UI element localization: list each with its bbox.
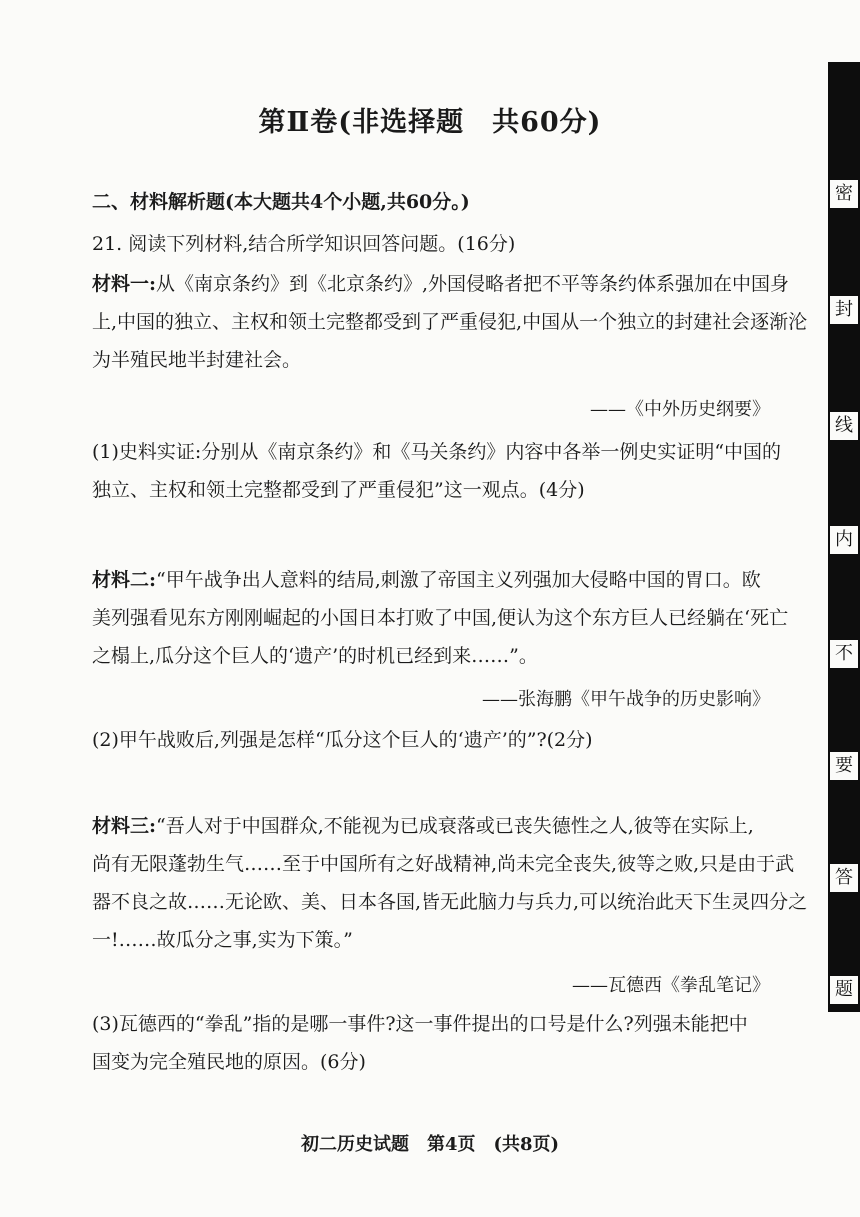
subquestion2: (2)甲午战败后,列强是怎样“瓜分这个巨人的‘遗产’的”?(2分) [92,729,593,751]
material3-label: 材料三: [92,815,157,837]
subquestion3-line2: 国变为完全殖民地的原因。(6分) [92,1051,366,1073]
seal-char: 要 [830,752,858,780]
material2-line3: 之榻上,瓜分这个巨人的‘遗产’的时机已经到来……”。 [92,645,538,667]
subquestion1-line1: (1)史料实证:分别从《南京条约》和《马关条约》内容中各举一例史实证明“中国的 [92,441,782,463]
material3-line2: 尚有无限蓬勃生气……至于中国所有之好战精神,尚未完全丧失,彼等之败,只是由于武 [92,853,795,875]
material1-label: 材料一: [92,273,157,295]
seal-char: 封 [830,296,858,324]
material2-line2: 美列强看见东方刚刚崛起的小国日本打败了中国,便认为这个东方巨人已经躺在‘死亡 [92,607,789,629]
material2-source: ——张海鹏《甲午战争的历史影响》 [482,689,770,710]
material3-line4: 一!……故瓜分之事,实为下策。” [92,929,353,951]
page-footer: 初二历史试题 第4页 (共8页) [300,1134,560,1155]
seal-char: 内 [830,526,858,554]
seal-char: 密 [830,180,858,208]
material1-line1 [92,272,790,296]
subquestion1-line2: 独立、主权和领土完整都受到了严重侵犯”这一观点。(4分) [92,479,585,501]
material2-label: 材料二: [92,569,157,591]
seal-char: 线 [830,412,858,440]
material2-text: “甲午战争出人意料的结局,刺激了帝国主义列强加大侵略中国的胃口。欧 [156,569,761,591]
material3-text: “吾人对于中国群众,不能视为已成衰落或已丧失德性之人,彼等在实际上, [156,815,754,837]
material3-line1 [92,814,770,838]
material3-source: ——瓦德西《拳乱笔记》 [572,975,770,996]
seal-char: 题 [830,976,858,1004]
section-title: 第Ⅱ卷(非选择题 共60分) [258,107,602,138]
seal-char: 答 [830,864,858,892]
material1-line3: 为半殖民地半封建社会。 [92,349,302,371]
question-21: 21. 阅读下列材料,结合所学知识回答问题。(16分) [92,233,516,255]
part-heading: 二、材料解析题(本大题共4个小题,共60分。) [92,191,470,213]
material3-line3: 器不良之故……无论欧、美、日本各国,皆无此脑力与兵力,可以统治此天下生灵四分之 [92,891,808,913]
material1-line2: 上,中国的独立、主权和领土完整都受到了严重侵犯,中国从一个独立的封建社会逐渐沦 [92,311,808,333]
material2-line1 [92,568,770,592]
material1-text: 从《南京条约》到《北京条约》,外国侵略者把不平等条约体系强加在中国身 [156,273,790,295]
subquestion3-line1: (3)瓦德西的“拳乱”指的是哪一事件?这一事件提出的口号是什么?列强未能把中 [92,1013,748,1035]
seal-char: 不 [830,640,858,668]
material1-source: ——《中外历史纲要》 [590,399,770,420]
